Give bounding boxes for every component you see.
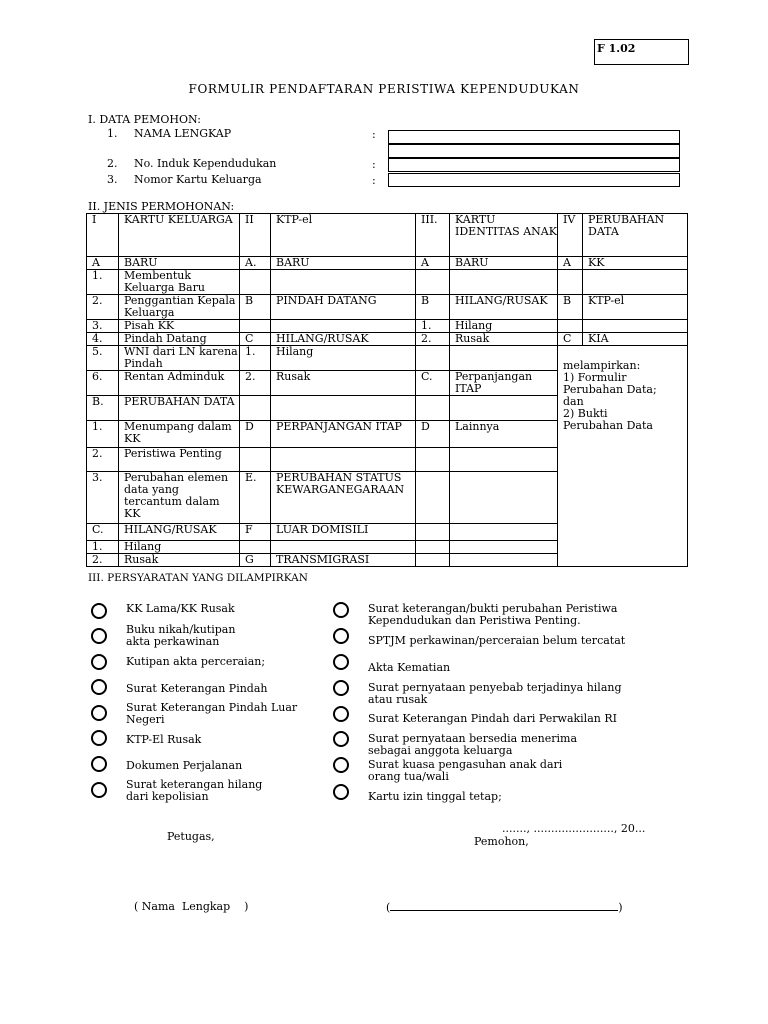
surat-bukti-perubahan-checkbox[interactable]	[333, 602, 349, 618]
table-row	[87, 333, 688, 346]
section-3-heading: III. PERSYARATAN YANG DILAMPIRKAN	[88, 572, 308, 584]
cell: HILANG/RUSAK	[450, 295, 558, 320]
surat-pindah-perwakilan-label: Surat Keterangan Pindah dari Perwakilan RI	[368, 712, 617, 725]
attachment-item-2: 2) Bukti Perubahan Data	[563, 407, 653, 432]
cell: A	[87, 257, 119, 270]
nama-lengkap-input-line-2[interactable]	[388, 144, 680, 158]
surat-pindah-ln-label: Surat Keterangan Pindah Luar Negeri	[126, 701, 298, 726]
cell: G	[240, 554, 271, 567]
cell: 3.	[87, 472, 119, 524]
sptjm-label: SPTJM perkawinan/perceraian belum tercatat	[368, 634, 626, 647]
applicant-open-paren: (	[386, 901, 391, 914]
nik-input[interactable]	[388, 158, 680, 172]
attachment-item-1: 1) Formulir Perubahan Data; dan	[563, 371, 657, 408]
cell: KARTU KELUARGA	[119, 214, 240, 257]
table-row	[87, 346, 688, 371]
cell: A	[558, 257, 583, 270]
cell: KK	[583, 257, 688, 270]
cell: B	[558, 295, 583, 320]
cell: KTP-el	[271, 214, 416, 257]
surat-penyebab-hilang-checkbox[interactable]	[333, 680, 349, 696]
buku-nikah-label: Buku nikah/kutipan akta perkawinan	[126, 623, 236, 648]
nomor-kk-input[interactable]	[388, 173, 680, 187]
cell	[583, 270, 688, 295]
field-1-colon: :	[372, 128, 376, 141]
cell	[450, 524, 558, 541]
cell	[271, 541, 416, 554]
cell: Hilang	[450, 320, 558, 333]
cell: Perpanjangan ITAP	[450, 371, 558, 396]
cell	[416, 554, 450, 567]
cell: Hilang	[119, 541, 240, 554]
surat-kuasa-checkbox[interactable]	[333, 757, 349, 773]
kitap-label: Kartu izin tinggal tetap;	[368, 790, 502, 803]
cell: A.	[240, 257, 271, 270]
cell	[240, 541, 271, 554]
ktp-el-rusak-label: KTP-El Rusak	[126, 733, 202, 746]
cell: 6.	[87, 371, 119, 396]
cell: 1.	[87, 541, 119, 554]
cell: PERPANJANGAN ITAP	[271, 421, 416, 448]
dokumen-perjalanan-checkbox[interactable]	[91, 756, 107, 772]
sptjm-checkbox[interactable]	[333, 628, 349, 644]
nama-lengkap-input-line-1[interactable]	[388, 130, 680, 144]
cell	[416, 396, 450, 421]
cell: D	[416, 421, 450, 448]
cell: PERUBAHAN DATA	[119, 396, 240, 421]
surat-pindah-label: Surat Keterangan Pindah	[126, 682, 268, 695]
cell	[240, 270, 271, 295]
cell	[240, 396, 271, 421]
cell: Peristiwa Penting	[119, 448, 240, 472]
table-row	[87, 214, 688, 257]
cell: Hilang	[271, 346, 416, 371]
surat-hilang-checkbox[interactable]	[91, 782, 107, 798]
attachment-note: melampirkan:	[563, 359, 641, 372]
cell: 5.	[87, 346, 119, 371]
cell: B.	[87, 396, 119, 421]
form-code: F 1.02	[594, 39, 689, 65]
cell: F	[240, 524, 271, 541]
surat-pindah-perwakilan-checkbox[interactable]	[333, 706, 349, 722]
table-row	[87, 270, 688, 295]
cell: 1.	[240, 346, 271, 371]
cell: 1.	[416, 320, 450, 333]
cell: A	[416, 257, 450, 270]
cell	[416, 541, 450, 554]
cell: Membentuk Keluarga Baru	[119, 270, 240, 295]
ktp-el-rusak-checkbox[interactable]	[91, 730, 107, 746]
cell	[416, 524, 450, 541]
attachment-note-cell	[558, 346, 688, 567]
cell	[450, 472, 558, 524]
cell	[416, 472, 450, 524]
cell	[271, 270, 416, 295]
cell: TRANSMIGRASI	[271, 554, 416, 567]
field-3-label: Nomor Kartu Keluarga	[134, 173, 262, 186]
kitap-checkbox[interactable]	[333, 784, 349, 800]
cell	[416, 346, 450, 371]
cell	[450, 270, 558, 295]
cell: 1.	[87, 421, 119, 448]
table-row	[87, 295, 688, 320]
section-1-heading: I. DATA PEMOHON:	[88, 113, 201, 126]
date-line: ......., ......................., 20...	[502, 822, 646, 835]
applicant-label: Pemohon,	[474, 835, 529, 848]
cell	[558, 270, 583, 295]
jenis-permohonan-table	[86, 213, 688, 567]
cell: KIA	[583, 333, 688, 346]
cell	[416, 270, 450, 295]
cell: WNI dari LN karena Pindah	[119, 346, 240, 371]
cell: 1.	[87, 270, 119, 295]
applicant-signature-line[interactable]	[386, 901, 623, 914]
cell: III.	[416, 214, 450, 257]
cell	[416, 448, 450, 472]
cell: II	[240, 214, 271, 257]
cell: PINDAH DATANG	[271, 295, 416, 320]
akta-perceraian-label: Kutipan akta perceraian;	[126, 655, 266, 668]
signature-underline	[390, 901, 618, 911]
cell: C	[240, 333, 271, 346]
cell: Perubahan elemen data yang tercantum dalam KK	[119, 472, 240, 524]
cell: Lainnya	[450, 421, 558, 448]
cell: HILANG/RUSAK	[119, 524, 240, 541]
field-2-label: No. Induk Kependudukan	[134, 157, 277, 170]
cell: 2.	[87, 295, 119, 320]
cell: PERUBAHAN DATA	[583, 214, 688, 257]
field-2-colon: :	[372, 158, 376, 171]
section-2-heading: II. JENIS PERMOHONAN:	[88, 200, 235, 213]
buku-nikah-checkbox[interactable]	[91, 628, 107, 644]
surat-bersedia-label: Surat pernyataan bersedia menerima sebagai anggota keluarga	[368, 732, 578, 757]
cell	[271, 396, 416, 421]
cell	[558, 320, 583, 333]
cell: KARTU IDENTITAS ANAK	[450, 214, 558, 257]
cell: BARU	[119, 257, 240, 270]
cell: Pindah Datang	[119, 333, 240, 346]
cell: 2.	[87, 554, 119, 567]
table-row	[87, 257, 688, 270]
surat-bukti-perubahan-label: Surat keterangan/bukti perubahan Peristiwa Kependudukan dan Peristiwa Penting.	[368, 602, 618, 627]
cell: Rentan Adminduk	[119, 371, 240, 396]
applicant-close-paren: )	[618, 901, 623, 914]
field-3-colon: :	[372, 174, 376, 187]
cell: BARU	[450, 257, 558, 270]
cell: B	[416, 295, 450, 320]
surat-bersedia-checkbox[interactable]	[333, 731, 349, 747]
cell: 4.	[87, 333, 119, 346]
surat-pindah-checkbox[interactable]	[91, 679, 107, 695]
cell: 2.	[87, 448, 119, 472]
field-3-num: 3.	[107, 173, 118, 186]
cell: HILANG/RUSAK	[271, 333, 416, 346]
cell: BARU	[271, 257, 416, 270]
surat-hilang-label: Surat keterangan hilang dari kepolisian	[126, 778, 263, 803]
cell: C.	[416, 371, 450, 396]
cell	[450, 554, 558, 567]
kk-lama-label: KK Lama/KK Rusak	[126, 602, 235, 615]
kk-lama-checkbox[interactable]	[91, 603, 107, 619]
cell: Rusak	[450, 333, 558, 346]
cell: E.	[240, 472, 271, 524]
table-row	[87, 320, 688, 333]
akta-kematian-label: Akta Kematian	[368, 661, 451, 674]
surat-pindah-ln-checkbox[interactable]	[91, 705, 107, 721]
cell: Menumpang dalam KK	[119, 421, 240, 448]
field-1-num: 1.	[107, 127, 118, 140]
akta-perceraian-checkbox[interactable]	[91, 654, 107, 670]
cell: Penggantian Kepala Keluarga	[119, 295, 240, 320]
cell	[450, 346, 558, 371]
cell: C.	[87, 524, 119, 541]
dokumen-perjalanan-label: Dokumen Perjalanan	[126, 759, 243, 772]
cell	[583, 320, 688, 333]
cell: D	[240, 421, 271, 448]
surat-kuasa-label: Surat kuasa pengasuhan anak dari orang tua/wali	[368, 758, 563, 783]
cell: PERUBAHAN STATUS KEWARGANEGARAAN	[271, 472, 416, 524]
officer-name-placeholder: ( Nama Lengkap )	[134, 900, 249, 913]
cell: 2.	[416, 333, 450, 346]
cell: I	[87, 214, 119, 257]
cell	[450, 396, 558, 421]
cell: LUAR DOMISILI	[271, 524, 416, 541]
akta-kematian-checkbox[interactable]	[333, 654, 349, 670]
form-title: FORMULIR PENDAFTARAN PERISTIWA KEPENDUDUKAN	[188, 82, 580, 96]
officer-label: Petugas,	[167, 830, 215, 843]
cell: Rusak	[119, 554, 240, 567]
cell: Pisah KK	[119, 320, 240, 333]
cell	[450, 448, 558, 472]
cell: B	[240, 295, 271, 320]
cell: 3.	[87, 320, 119, 333]
field-2-num: 2.	[107, 157, 118, 170]
cell	[271, 320, 416, 333]
cell: 2.	[240, 371, 271, 396]
cell: Rusak	[271, 371, 416, 396]
cell	[240, 448, 271, 472]
cell: IV	[558, 214, 583, 257]
surat-penyebab-hilang-label: Surat pernyataan penyebab terjadinya hilang atau rusak	[368, 681, 622, 706]
cell	[240, 320, 271, 333]
cell: KTP-el	[583, 295, 688, 320]
cell	[450, 541, 558, 554]
cell	[271, 448, 416, 472]
field-1-label: NAMA LENGKAP	[134, 127, 232, 140]
cell: C	[558, 333, 583, 346]
